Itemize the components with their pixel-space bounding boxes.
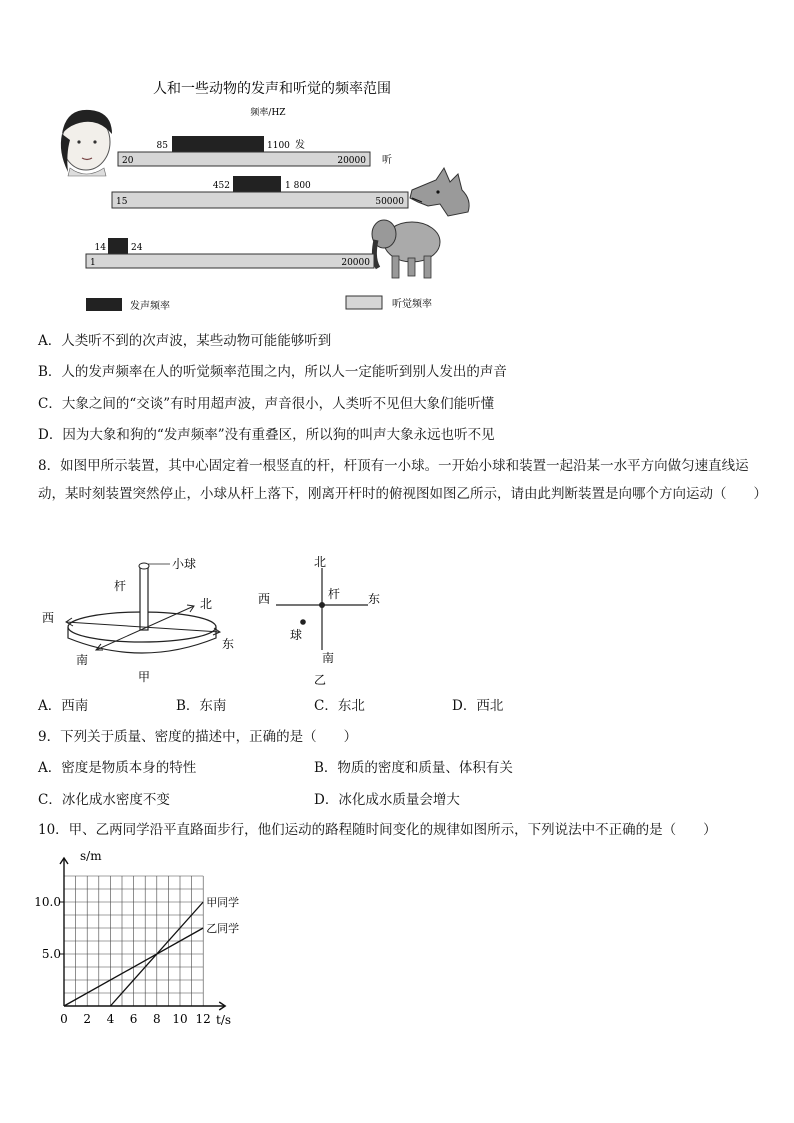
q8b-west-label: 西 xyxy=(258,592,271,606)
q8a-caption: 甲 xyxy=(138,670,151,684)
q8b-ball-dot xyxy=(300,619,306,625)
frequency-figure xyxy=(40,72,540,322)
series-label-1: 乙同学 xyxy=(206,922,240,935)
dog-hear-high: 50000 xyxy=(375,197,404,207)
x-tick-label: 6 xyxy=(129,1012,138,1026)
x-tick-label: 4 xyxy=(106,1012,115,1026)
chart-x-axis-label: t/s xyxy=(216,1013,232,1027)
elephant-emit-bar xyxy=(108,238,128,254)
series-label-0: 甲同学 xyxy=(206,896,240,909)
human-emit-tag: 发 xyxy=(295,140,305,151)
elephant-icon xyxy=(372,220,440,278)
human-face-icon xyxy=(61,110,112,176)
chart-series xyxy=(64,896,239,1006)
y-tick-label: 10.0 xyxy=(34,895,61,909)
human-hear-high: 20000 xyxy=(337,156,366,166)
q7-option-b: B．人的发声频率在人的听觉频率范围之内，所以人一定能听到别人发出的声音 xyxy=(38,364,507,380)
x-tick-label: 12 xyxy=(195,1012,211,1026)
q8b-caption: 乙 xyxy=(314,673,327,687)
q8b-south-label: 南 xyxy=(322,651,335,665)
q8a-north-label: 北 xyxy=(200,597,213,611)
q7-option-c: C．大象之间的“交谈”有时用超声波，声音很小，人类听不见但大象们能听懂 xyxy=(38,396,495,412)
q8b-rod-label: 杆 xyxy=(328,587,341,601)
elephant-hear-low: 1 xyxy=(90,258,96,268)
chart-y-axis-label: s/m xyxy=(80,849,102,863)
q8b-ball-label: 球 xyxy=(290,628,303,642)
y-tick-label: 5.0 xyxy=(41,947,61,961)
q8a-ball-label: 小球 xyxy=(172,557,197,571)
q8-option-c: C．东北 xyxy=(314,698,365,714)
q9-option-b: B．物质的密度和质量、体积有关 xyxy=(314,760,513,776)
x-tick-label: 2 xyxy=(83,1012,92,1026)
legend-hear-label: 听觉频率 xyxy=(392,299,432,310)
q10-chart-svg xyxy=(34,846,274,1030)
frequency-unit: 频率/HZ xyxy=(250,108,286,118)
q8-figure-b xyxy=(250,550,390,690)
elephant-hear-high: 20000 xyxy=(341,258,370,268)
legend-emit-label: 发声频率 xyxy=(130,301,170,312)
q8a-east-label: 东 xyxy=(222,637,235,651)
dog-hear-low: 15 xyxy=(116,197,128,207)
human-hear-tag: 听 xyxy=(382,155,392,166)
q10-chart xyxy=(34,846,274,1030)
x-tick-label: 10 xyxy=(172,1012,188,1026)
dog-emit-bar xyxy=(233,176,281,192)
elephant-hear-bar xyxy=(86,254,374,268)
human-hear-bar xyxy=(118,152,370,166)
dog-hear-bar xyxy=(112,192,408,208)
q8a-rod-label: 杆 xyxy=(114,579,127,593)
human-emit-high: 1100 xyxy=(267,141,290,151)
q8b-north-label: 北 xyxy=(314,555,327,569)
q8-question: 8．如图甲所示装置，其中心固定着一根竖直的杆，杆顶有一小球。一开始小球和装置一起沿某一水平方向做匀速直线运动，某时刻装置突然停止，小球从杆上落下，刚离开杆时的俯视图如图乙所示，请由此判断装置是向哪个方向运动（ ） xyxy=(38,458,767,502)
q8a-south-label: 南 xyxy=(76,653,89,667)
chart-axes xyxy=(60,858,225,1010)
q9-option-a: A．密度是物质本身的特性 xyxy=(38,760,197,776)
human-emit-low: 85 xyxy=(156,141,168,151)
chart-grid xyxy=(64,876,203,1006)
q8a-west-label: 西 xyxy=(42,611,55,625)
frequency-figure-title: 人和一些动物的发声和听觉的频率范围 xyxy=(153,81,391,97)
q8b-east-label: 东 xyxy=(368,592,381,606)
q8-figure-b-svg xyxy=(250,550,390,690)
frequency-figure-svg xyxy=(40,72,540,322)
q9-option-c: C．冰化成水密度不变 xyxy=(38,792,170,808)
dog-emit-low: 452 xyxy=(212,181,230,191)
human-emit-bar xyxy=(172,136,264,152)
q7-option-a: A．人类听不到的次声波，某些动物可能能够听到 xyxy=(38,333,332,349)
q10-question: 10．甲、乙两同学沿平直路面步行，他们运动的路程随时间变化的规律如图所示，下列说法中不正确的是（ ） xyxy=(38,822,717,838)
legend-emit-swatch xyxy=(86,298,122,311)
q7-option-d: D．因为大象和狗的“发声频率”没有重叠区，所以狗的叫声大象永远也听不见 xyxy=(38,427,495,443)
q8-figure-a-svg xyxy=(36,552,246,687)
dog-head-icon xyxy=(410,168,469,216)
q9-option-d: D．冰化成水质量会增大 xyxy=(314,792,460,808)
legend-hear-swatch xyxy=(346,296,382,309)
human-hear-low: 20 xyxy=(122,156,134,166)
elephant-emit-high: 24 xyxy=(131,243,143,253)
x-tick-label: 8 xyxy=(152,1012,161,1026)
dog-emit-high: 1 800 xyxy=(285,181,311,191)
q9-question: 9．下列关于质量、密度的描述中，正确的是（ ） xyxy=(38,729,358,745)
q8-figure-a xyxy=(36,552,246,687)
elephant-emit-low: 14 xyxy=(94,243,106,253)
q8-option-d: D．西北 xyxy=(452,698,504,714)
q8-option-b: B．东南 xyxy=(176,698,227,714)
x-tick-label: 0 xyxy=(60,1012,68,1026)
q8-option-a: A．西南 xyxy=(38,698,89,714)
